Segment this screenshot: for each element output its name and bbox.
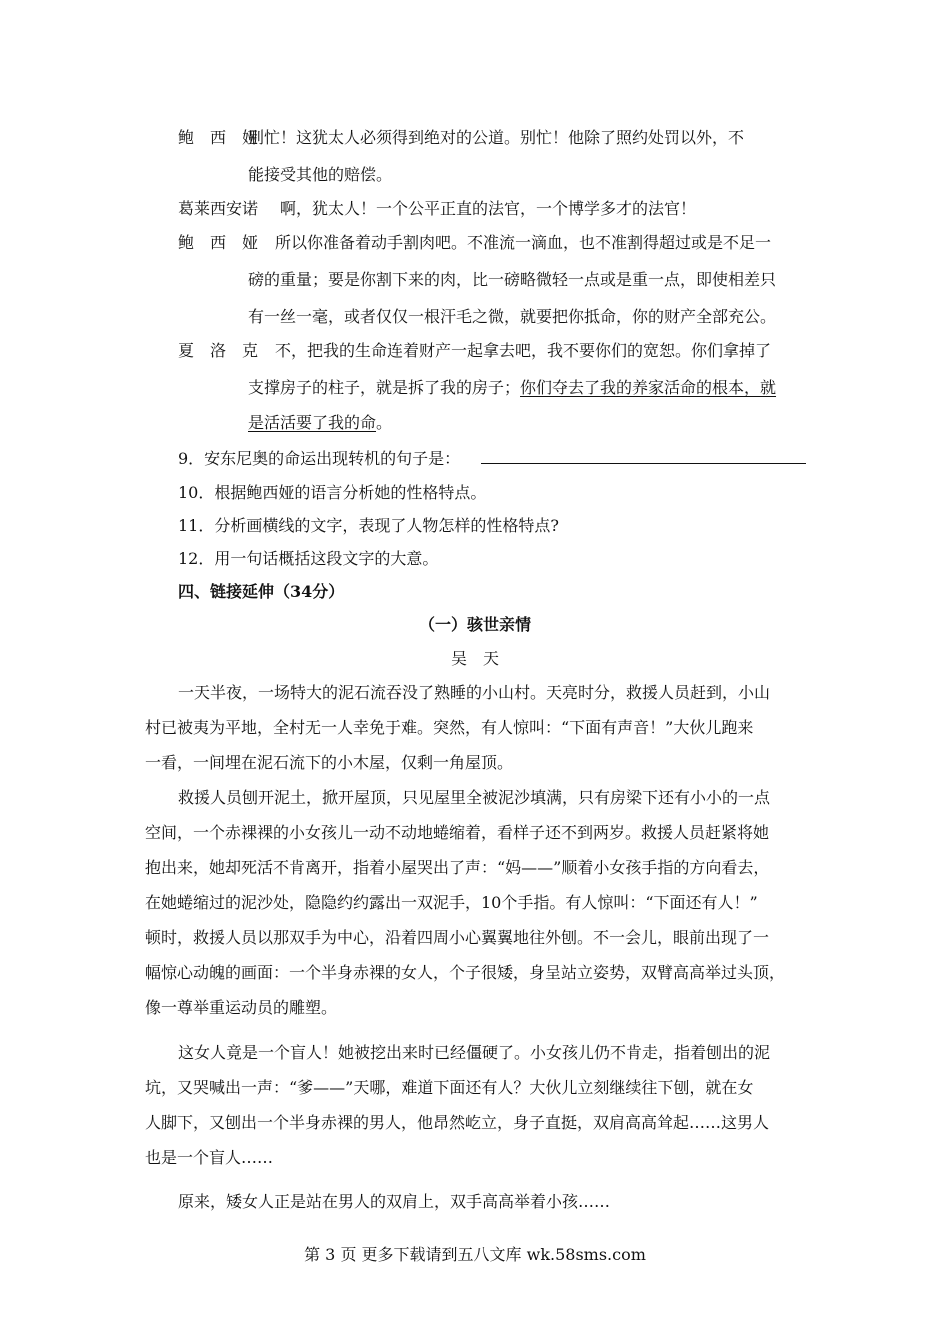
answer-blank[interactable] <box>481 463 806 464</box>
dialogue-line: 啊，犹太人！一个公平正直的法官，一个博学多才的法官！ <box>280 199 697 218</box>
article-line: 像一尊举重运动员的雕塑。 <box>145 998 338 1017</box>
question-12: 12．用一句话概括这段文字的大意。 <box>178 549 439 568</box>
article-line: 这女人竟是一个盲人！她被挖出来时已经僵硬了。小女孩儿仍不肯走，指着刨出的泥 <box>178 1043 771 1062</box>
article-line: 一看，一间埋在泥石流下的小木屋，仅剩一角屋顶。 <box>145 753 514 772</box>
dialogue-line: 能接受其他的赔偿。 <box>248 165 393 184</box>
speaker-label: 鲍 西 娅 <box>178 128 259 147</box>
article-line: 一天半夜，一场特大的泥石流吞没了熟睡的小山村。天亮时分，救援人员赶到，小山 <box>178 683 771 702</box>
dialogue-line: 别忙！这犹太人必须得到绝对的公道。别忙！他除了照约处罚以外，不 <box>248 128 745 147</box>
article-line: 坑，又哭喊出一声：“爹——”天哪，难道下面还有人？大伙儿立刻继续往下刨，就在女 <box>145 1078 754 1097</box>
dialogue-line <box>248 413 392 433</box>
underlined-text: 你们夺去了我的养家活命的根本，就 <box>520 378 777 397</box>
section-heading: 四、链接延伸（34分） <box>178 582 345 601</box>
article-line: 空间，一个赤裸裸的小女孩儿一动不动地蜷缩着，看样子还不到两岁。救援人员赶紧将她 <box>145 823 770 842</box>
article-line: 抱出来，她却死活不肯离开，指着小屋哭出了声：“妈——”顺着小女孩手指的方向看去， <box>145 858 770 877</box>
plain-text: 。 <box>376 413 393 432</box>
article-line: 也是一个盲人…… <box>145 1148 274 1167</box>
question-11: 11．分析画横线的文字，表现了人物怎样的性格特点? <box>178 516 559 535</box>
article-line: 幅惊心动魄的画面：一个半身赤裸的女人，个子很矮，身呈站立姿势，双臂高高举过头顶， <box>145 963 786 982</box>
dialogue-line: 不，把我的生命连着财产一起拿去吧，我不要你们的宽恕。你们拿掉了 <box>275 341 772 360</box>
article-line: 顿时，救援人员以那双手为中心，沿着四周小心翼翼地往外刨。不一会儿，眼前出现了一 <box>145 928 770 947</box>
speaker-label: 夏 洛 克 <box>178 341 259 360</box>
underlined-text: 是活活要了我的命 <box>248 413 377 432</box>
question-10: 10．根据鲍西娅的语言分析她的性格特点。 <box>178 483 487 502</box>
dialogue-line: 有一丝一毫，或者仅仅一根汗毛之微，就要把你抵命，你的财产全部充公。 <box>248 307 777 326</box>
plain-text: 支撑房子的柱子，就是拆了我的房子； <box>248 378 521 397</box>
question-9: 9．安东尼奥的命运出现转机的句子是： <box>178 449 461 468</box>
page-footer: 第 3 页 更多下载请到五八文库 wk.58sms.com <box>304 1245 646 1264</box>
article-line: 在她蜷缩过的泥沙处，隐隐约约露出一双泥手，10个手指。有人惊叫：“下面还有人！” <box>145 893 758 912</box>
article-title: （一）骇世亲情 <box>418 615 531 634</box>
dialogue-line <box>248 378 776 398</box>
article-author: 吴 天 <box>450 649 499 668</box>
speaker-label: 葛莱西安诺 <box>178 199 259 218</box>
speaker-label: 鲍 西 娅 <box>178 233 259 252</box>
article-line: 村已被夷为平地，全村无一人幸免于难。突然，有人惊叫：“下面有声音！”大伙儿跑来 <box>145 718 754 737</box>
article-line: 原来，矮女人正是站在男人的双肩上，双手高高举着小孩…… <box>178 1192 611 1211</box>
dialogue-line: 磅的重量；要是你割下来的肉，比一磅略微轻一点或是重一点，即使相差只 <box>248 270 777 289</box>
article-line: 救援人员刨开泥土，掀开屋顶，只见屋里全被泥沙填满，只有房梁下还有小小的一点 <box>178 788 771 807</box>
article-line: 人脚下，又刨出一个半身赤裸的男人，他昂然屹立，身子直挺，双肩高高耸起……这男人 <box>145 1113 770 1132</box>
dialogue-line: 所以你准备着动手割肉吧。不准流一滴血，也不准割得超过或是不足一 <box>275 233 772 252</box>
